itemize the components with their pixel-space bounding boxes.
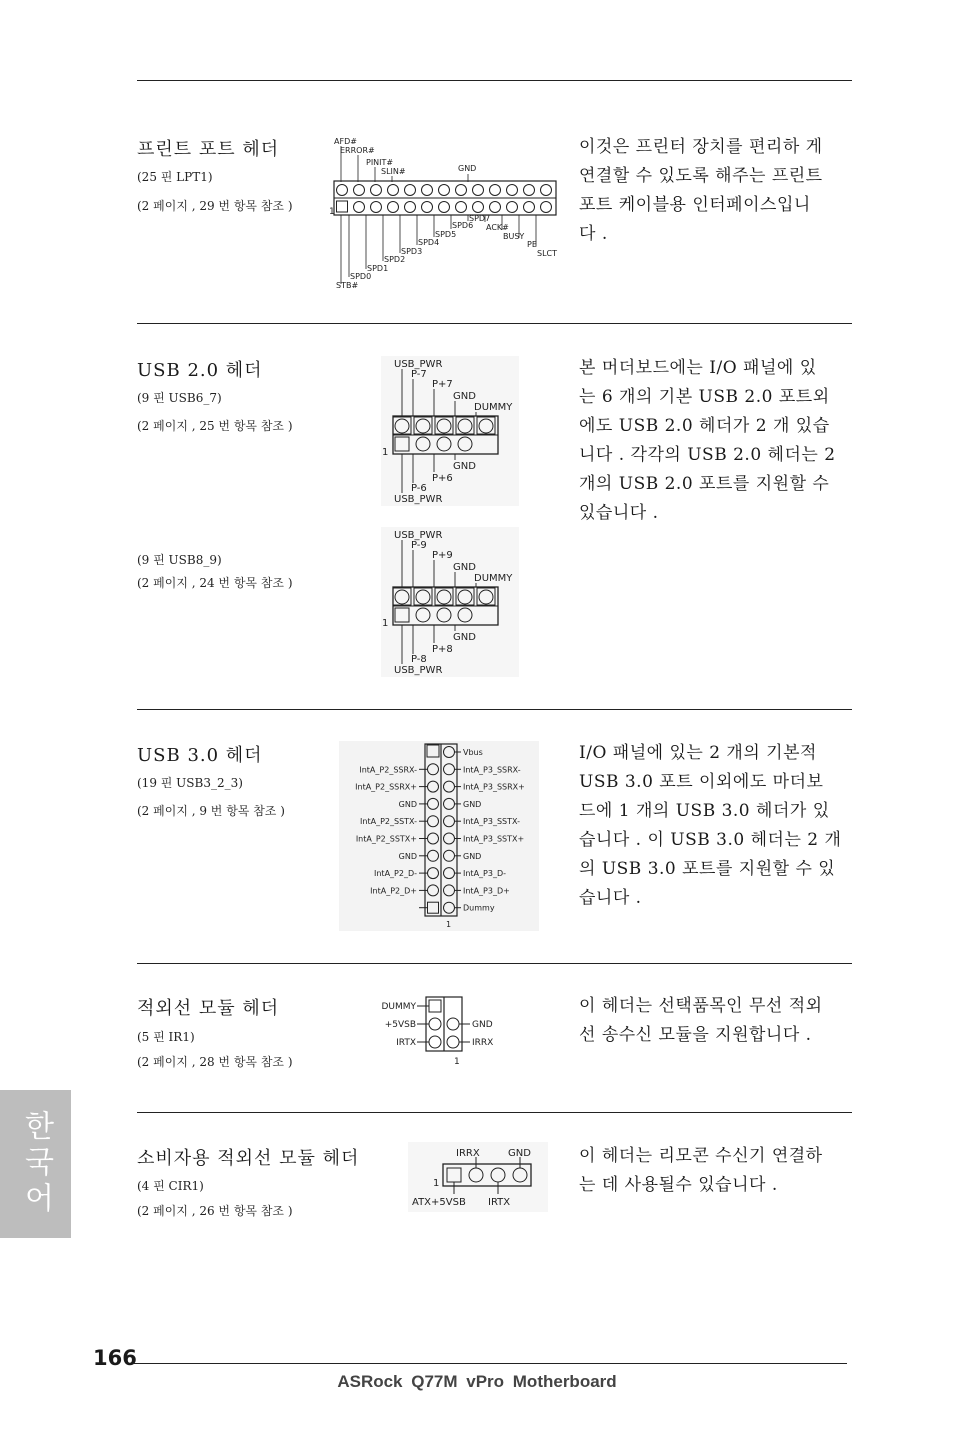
usb2b-label-pp: P+9 [432, 550, 453, 561]
usb3-label-left: IntA_P2_D+ [370, 886, 417, 896]
usb3-ref: (2 페이지 , 9 번 항목 참조 ) [137, 804, 285, 818]
usb2-pin-frame [456, 417, 474, 434]
lpt-pin-bottom [507, 202, 518, 213]
usb2-pin-frame [435, 588, 453, 605]
lpt-label-slin: SLIN# [381, 167, 406, 176]
usb2b-pin1-label: 1 [382, 618, 389, 629]
lpt-label-gnd: GND [458, 164, 477, 173]
usb3-description: I/O 패널에 있는 2 개의 기본적 USB 3.0 포트 이외에도 마더보 드에 1 개의 USB 3.0 헤더가 있 습니다 . 이 USB 3.0 헤더는 2 개 의 USB 3.0 포트를 지원할 수 있 습니다 . [579, 743, 842, 908]
usb2b-label-pwr-bot: USB_PWR [394, 665, 443, 676]
usb2-pin-1 [395, 437, 409, 451]
usb3-label-left: IntA_P2_SSRX+ [355, 782, 417, 792]
usb2-pin-top [416, 590, 430, 604]
usb2a-label-pwr-top: USB_PWR [394, 359, 443, 370]
usb2-pin-top [479, 419, 493, 433]
divider-2 [137, 709, 852, 710]
lpt-pin-top [354, 185, 365, 196]
usb2-ref-a: (2 페이지 , 25 번 항목 참조 ) [137, 419, 293, 433]
usb2-pin-top [395, 590, 409, 604]
usb2-pin-bottom [458, 608, 472, 622]
usb2b-label-gnd-top: GND [453, 562, 476, 573]
usb3-label-right: IntA_P3_SSRX- [463, 765, 521, 775]
usb2a-label-pp-bot: P+6 [432, 473, 453, 484]
ir-label-dummy: DUMMY [381, 1002, 416, 1012]
usb3-label-right: IntA_P3_SSTX- [463, 817, 520, 827]
usb2-pin-bottom [416, 437, 430, 451]
ir-pin1-label: 1 [454, 1057, 460, 1067]
usb3-pin1-label: 1 [446, 920, 452, 929]
lpt-ref: (2 페이지 , 29 번 항목 참조 ) [137, 199, 293, 213]
lpt-pin-bottom [541, 202, 552, 213]
usb2-pin-top [458, 590, 472, 604]
usb2-pin-frame [435, 417, 453, 434]
usb3-pin-right [444, 798, 455, 809]
lpt-pin-bottom [405, 202, 416, 213]
usb3-label-right: IntA_P3_SSRX+ [463, 782, 525, 792]
cir-label-irrx: IRRX [456, 1148, 480, 1159]
lpt-pin-top [337, 185, 348, 196]
usb3-pin-right [444, 885, 455, 896]
lpt-label-spd6: SPD6 [452, 221, 474, 230]
lpt-pin-bottom [388, 202, 399, 213]
usb3-header-diagram [339, 741, 539, 931]
ir-pins: (5 핀 IR1) [137, 1030, 195, 1044]
usb2-pin-top [395, 419, 409, 433]
lpt-pin-top [456, 185, 467, 196]
usb2b-label-pwr-top: USB_PWR [394, 530, 443, 541]
usb2a-label-pwr-bot: USB_PWR [394, 494, 443, 505]
lpt-description: 이것은 프린터 장치를 편리하 게 연결할 수 있도록 해주는 프린트 포트 케이블용 인터페이스입니 다 . [579, 137, 823, 244]
cir-pins: (4 핀 CIR1) [137, 1179, 204, 1193]
lpt-label-spd2: SPD2 [384, 255, 406, 264]
cir-label-irtx: IRTX [488, 1197, 511, 1208]
usb3-pin-right [444, 833, 455, 844]
usb2a-label-pm-bot: P-6 [411, 483, 427, 494]
usb2b-label-pm: P-9 [411, 540, 427, 551]
lpt-pin-bottom [490, 202, 501, 213]
usb3-pin-right [444, 781, 455, 792]
usb2-pin-top [437, 590, 451, 604]
usb3-pin-left [428, 885, 439, 896]
lpt-pin-bottom [524, 202, 535, 213]
usb3-label-right: IntA_P3_SSTX+ [463, 834, 525, 844]
usb3-pin-right [444, 816, 455, 827]
usb3-pin-left [428, 781, 439, 792]
ir-header-diagram [372, 994, 512, 1068]
lpt-pin-top [524, 185, 535, 196]
usb3-pin-right [444, 868, 455, 879]
lpt-label-spd3: SPD3 [401, 247, 423, 256]
usb3-label-left: GND [398, 851, 417, 861]
cir-description: 이 헤더는 리모콘 수신기 연결하 는 데 사용될수 있습니다 . [579, 1146, 823, 1195]
lpt-pin-bottom [456, 202, 467, 213]
cir-ref: (2 페이지 , 26 번 항목 참조 ) [137, 1204, 293, 1218]
usb2a-pin1-label: 1 [382, 447, 389, 458]
divider-3 [137, 963, 852, 964]
usb3-pin-left [428, 868, 439, 879]
usb2-pin-frame [456, 588, 474, 605]
cir-pin1-label: 1 [433, 1178, 440, 1189]
lpt-label-pinit: PINIT# [366, 158, 394, 167]
usb2-pin-bottom [437, 608, 451, 622]
usb3-title: USB 3.0 헤더 [137, 745, 263, 766]
usb3-label-left: IntA_P2_SSRX- [359, 765, 417, 775]
footer-rule [133, 1363, 847, 1364]
usb3-pin-1 [428, 902, 439, 913]
cir-header-diagram [408, 1142, 548, 1212]
usb2-pin-top [458, 419, 472, 433]
usb3-label-right: Vbus [463, 748, 483, 757]
page-number: 166 [93, 1346, 137, 1370]
usb3-pin-right [444, 764, 455, 775]
usb3-pin-left [428, 850, 439, 861]
cir-label-atx5vsb: ATX+5VSB [412, 1197, 466, 1208]
usb2-pin-frame [414, 417, 432, 434]
usb2-pin-frame [414, 588, 432, 605]
lpt-label-stb: STB# [336, 281, 359, 290]
usb2-ref-b: (2 페이지 , 24 번 항목 참조 ) [137, 576, 293, 590]
lpt-pin-top [541, 185, 552, 196]
usb2-pin-frame [477, 417, 495, 434]
lpt-pin-top [507, 185, 518, 196]
usb3-label-right: GND [463, 851, 482, 861]
ir-title: 적외선 모듈 헤더 [137, 998, 280, 1019]
usb3-pin-right [444, 747, 455, 758]
usb2-pin-frame [393, 417, 411, 434]
usb3-pin-right [444, 850, 455, 861]
lpt-pin-1 [337, 201, 348, 212]
lpt-pin-top [371, 185, 382, 196]
usb3-pin-left [428, 833, 439, 844]
lpt-label-busy: BUSY [503, 232, 525, 241]
ir-label-irrx: IRRX [472, 1038, 494, 1048]
lpt-label-spd0: SPD0 [350, 272, 372, 281]
usb3-pins: (19 핀 USB3_2_3) [137, 776, 243, 790]
usb2b-label-gnd-bot: GND [453, 632, 476, 643]
lpt-label-spd5: SPD5 [435, 230, 457, 239]
usb2a-label-pm: P-7 [411, 369, 427, 380]
lpt-pin-top [388, 185, 399, 196]
usb3-pin-left [428, 764, 439, 775]
lpt-pin-top [490, 185, 501, 196]
usb2-pin-top [437, 419, 451, 433]
usb2b-label-pm-bot: P-8 [411, 654, 427, 665]
usb2-pins-a: (9 핀 USB6_7) [137, 391, 222, 405]
usb2a-label-dummy: DUMMY [474, 402, 513, 413]
usb2-header-a-diagram [381, 356, 519, 506]
lpt-pin-bottom [439, 202, 450, 213]
lpt-label-spd4: SPD4 [418, 238, 440, 247]
ir-label-5vsb: +5VSB [384, 1020, 416, 1030]
lpt-pin-top [473, 185, 484, 196]
lpt-label-afd: AFD# [334, 137, 357, 146]
ir-label-irtx: IRTX [396, 1038, 416, 1048]
usb2-pin-bottom [416, 608, 430, 622]
lpt-pin-bottom [371, 202, 382, 213]
usb3-label-left: IntA_P2_D- [374, 869, 417, 879]
usb2-pin-top [416, 419, 430, 433]
usb2-pin-1 [395, 608, 409, 622]
ir-label-gnd: GND [472, 1020, 493, 1030]
divider-1 [137, 323, 852, 324]
usb3-label-left: GND [398, 799, 417, 809]
ir-ref: (2 페이지 , 28 번 항목 참조 ) [137, 1055, 293, 1069]
language-tab [0, 1090, 71, 1238]
cir-label-gnd: GND [508, 1148, 531, 1159]
lpt-pin-bottom [473, 202, 484, 213]
usb2b-label-dummy: DUMMY [474, 573, 513, 584]
usb3-label-left: IntA_P2_SSTX+ [355, 834, 417, 844]
usb2a-label-gnd-top: GND [453, 391, 476, 402]
lpt-pin-top [422, 185, 433, 196]
usb2-description: 본 머더보드에는 I/O 패널에 있 는 6 개의 기본 USB 2.0 포트외 에도 USB 2.0 헤더가 2 개 있습 니다 . 각각의 USB 2.0 헤더는 2 개의 USB 2.0 포트를 지원할 수 있습니다 . [579, 358, 836, 523]
lpt-pin-bottom [354, 202, 365, 213]
lpt-pin-top [439, 185, 450, 196]
lpt-pins: (25 핀 LPT1) [137, 170, 213, 184]
lpt-title: 프린트 포트 헤더 [137, 139, 280, 160]
usb3-label-right: IntA_P3_D- [463, 869, 506, 879]
usb3-pin-left [428, 798, 439, 809]
lpt-pin-bottom [422, 202, 433, 213]
usb2-pin-bottom [437, 437, 451, 451]
usb2-pin-frame [477, 588, 495, 605]
usb3-pin-empty [427, 745, 439, 757]
usb2a-label-pp: P+7 [432, 379, 453, 390]
lpt-label-slct: SLCT [537, 249, 558, 258]
usb2-pin-bottom [458, 437, 472, 451]
usb2-header-b-diagram [381, 527, 519, 677]
ir-description: 이 헤더는 선택품목인 무선 적외 선 송수신 모듈을 지원합니다 . [579, 996, 823, 1045]
lpt-label-ack: ACK# [486, 223, 509, 232]
language-tab-label: 한국어 [18, 1110, 54, 1218]
usb2-pin-frame [393, 588, 411, 605]
usb2a-label-gnd-bot: GND [453, 461, 476, 472]
usb2-pin-top [479, 590, 493, 604]
lpt-label-spd7: SPD7 [469, 214, 491, 223]
usb3-label-right: Dummy [463, 903, 495, 913]
cir-title: 소비자용 적외선 모듈 헤더 [137, 1148, 360, 1169]
lpt-label-spd1: SPD1 [367, 264, 389, 273]
usb3-label-left: IntA_P2_SSTX- [360, 817, 417, 827]
divider-4 [137, 1112, 852, 1113]
usb3-label-right: IntA_P3_D+ [463, 886, 510, 896]
lpt-label-pe: PE [527, 240, 537, 249]
lpt-header-diagram [328, 134, 568, 294]
footer-title: ASRock Q77M vPro Motherboard [337, 1372, 617, 1391]
usb2-pins-b: (9 핀 USB8_9) [137, 553, 222, 567]
usb3-label-right: GND [463, 799, 482, 809]
usb3-pin-left [428, 816, 439, 827]
lpt-label-error: ERROR# [340, 146, 375, 155]
top-rule [137, 80, 852, 81]
lpt-pin1-label: 1 [329, 207, 335, 217]
usb2b-label-pp-bot: P+8 [432, 644, 453, 655]
lpt-pin-top [405, 185, 416, 196]
usb3-pin-right [444, 902, 455, 913]
usb2-title: USB 2.0 헤더 [137, 360, 263, 381]
